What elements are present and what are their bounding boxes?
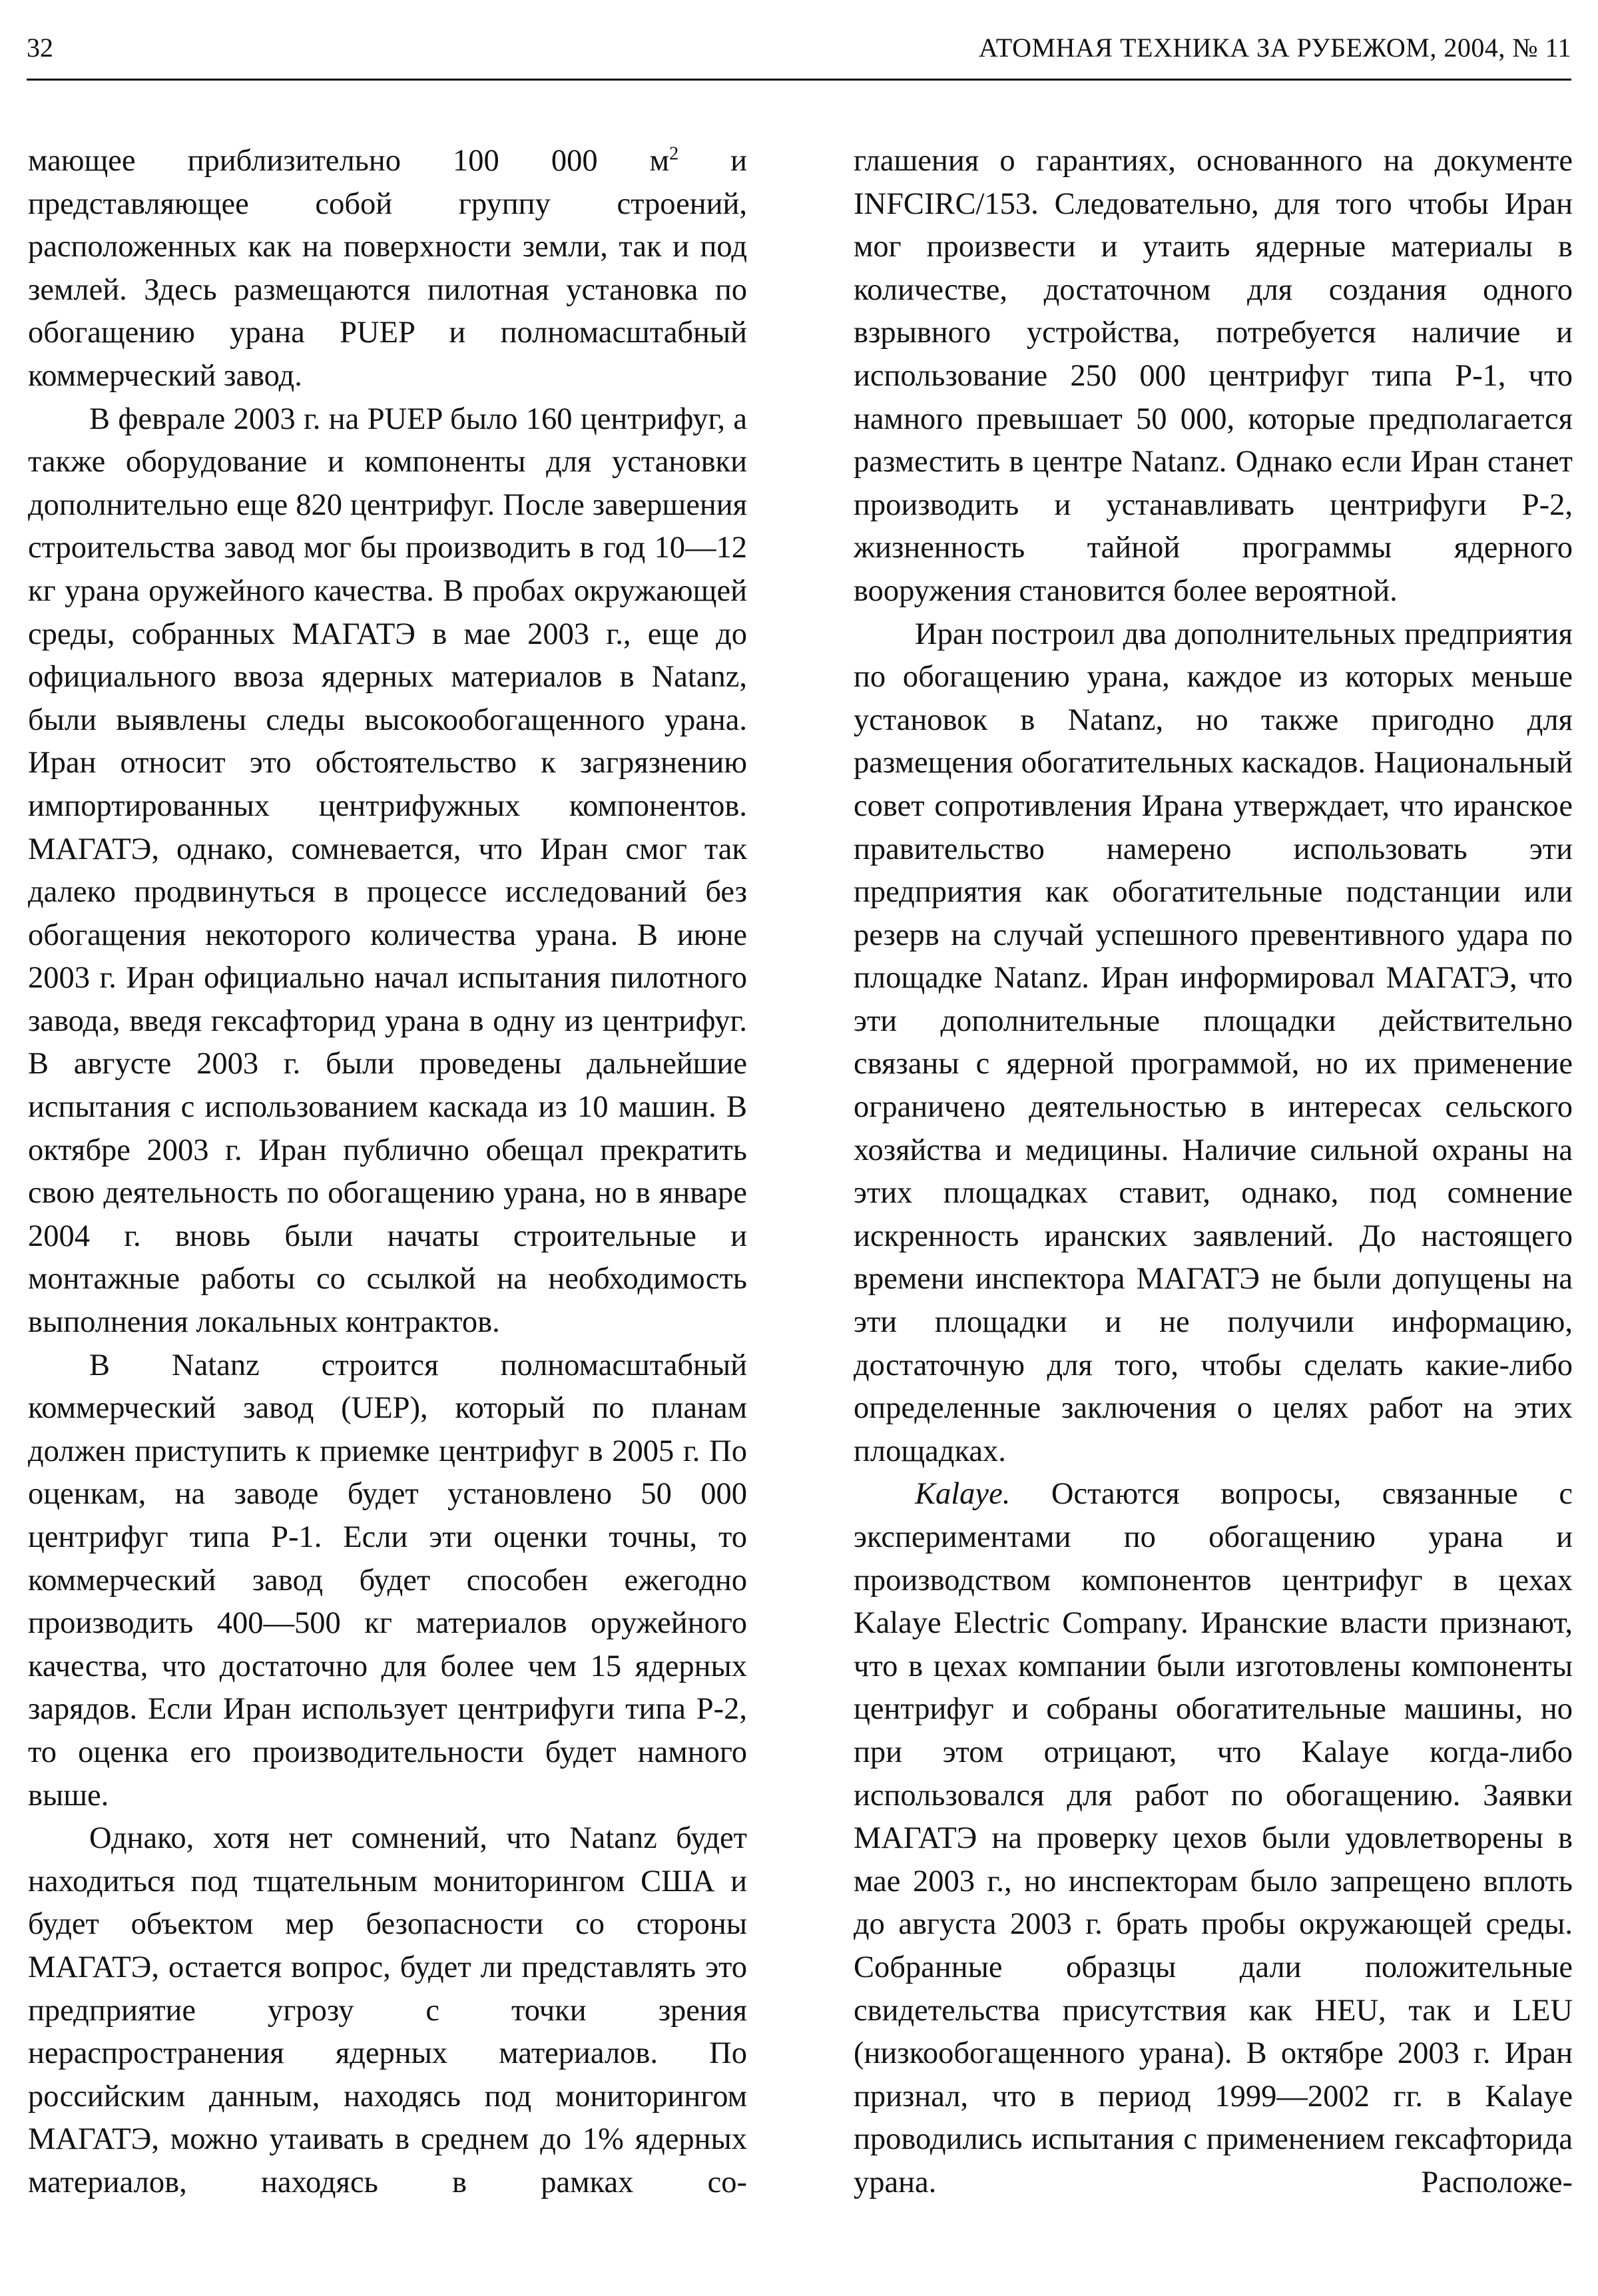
superscript: 2: [669, 143, 679, 164]
right-column: [854, 140, 1573, 2205]
paragraph: [28, 140, 747, 398]
paragraph: [854, 1473, 1573, 2204]
journal-title: АТОМНАЯ ТЕХНИКА ЗА РУБЕЖОМ, 2004, № 11: [978, 33, 1571, 63]
paragraph: В Natanz строится полномасштабный коммерческий завод (UEP), который по планам должен приступить к приемке центрифуг в 2005 г. По оценкам, на заводе будет установлено 50 000 центрифуг типа P-1. Если эти оценки точны, то коммерческий завод будет способен ежегодно производить 400—500 кг материалов оружейного качества, что достаточно для более чем 15 ядерных зарядов. Если Иран использует центрифуги типа P-2, то оценка его производительности будет намного выше.: [28, 1348, 747, 1813]
text: мающее приблизительно 100 000 м: [28, 144, 670, 178]
paragraph: Однако, хотя нет сомнений, что Natanz будет находиться под тщательным мониторингом США и будет объектом мер безопасности со стороны МАГАТЭ, остается вопрос, будет ли представлять это предприятие угрозу с точки зрения нераспространения ядерных материалов. По российским данным, находясь под мониторингом МАГАТЭ, можно утаивать в среднем до 1% ядерных материалов, находясь в рамках со-: [28, 1821, 747, 2199]
paragraph: глашения о гарантиях, основанного на документе INFCIRC/153. Следовательно, для того чтобы Иран мог произвести и утаить ядерные материалы в количестве, достаточном для создания одного взрывного устройства, потребуется наличие и использование 250 000 центрифуг типа P-1, что намного превышает 50 000, которые предполагается разместить в центре Natanz. Однако если Иран станет производить и устанавливать центрифуги P-2, жизненность тайной программы ядерного вооружения становится более вероятной.: [854, 144, 1573, 608]
page-number: 32: [27, 33, 53, 63]
paragraph: Иран построил два дополнительных предприятия по обогащению урана, каждое из которых меньше установок в Natanz, но также пригодно для размещения обогатительных каскадов. Национальный совет сопротивления Ирана утверждает, что иранское правительство намерено использовать эти предприятия как обогатительные подстанции или резерв на случай успешного превентивного удара по площадке Natanz. Иран информировал МАГАТЭ, что эти дополнительные площадки действительно связаны с ядерной программой, но их применение ограничено деятельностью в интересах сельского хозяйства и медицины. Наличие сильной охраны на этих площадках ставит, однако, под сомнение искренность иранских заявлений. До настоящего времени инспектора МАГАТЭ не были допущены на эти площадки и не получили информацию, достаточную для того, чтобы сделать какие-либо определенные заключения о целях работ на этих площадках.: [854, 617, 1573, 1468]
left-column: [28, 140, 747, 2205]
text: Остаются вопросы, связанные с экспериментами по обогащению урана и производством компонентов центрифуг в цехах Kalaye Electric Company. Иранские власти признают, что в цехах компании были изготовлены компоненты центрифуг и собраны обогатительные машины, но при этом отрицают, что Kalaye когда-либо использовался для работ по обогащению. Заявки МАГАТЭ на проверку цехов были удовлетворены в мае 2003 г., но инспекторам было запрещено вплоть до августа 2003 г. брать пробы окружающей среды. Собранные образцы дали положительные свидетельства присутствия как HEU, так и LEU (низкообогащенного урана). В октябре 2003 г. Иран признал, что в период 1999—2002 гг. в Kalaye проводились испытания с применением гексафторида урана. Расположе-: [854, 1477, 1573, 2199]
paragraph: В феврале 2003 г. на PUEP было 160 центрифуг, а также оборудование и компоненты для установки дополнительно еще 820 центрифуг. После завершения строительства завод мог бы производить в год 10—12 кг урана оружейного качества. В пробах окружающей среды, собранных МАГАТЭ в мае 2003 г., еще до официального ввоза ядерных материалов в Natanz, были выявлены следы высокообогащенного урана. Иран относит это обстоятельство к загрязнению импортированных центрифужных компонентов. МАГАТЭ, однако, сомневается, что Иран смог так далеко продвинуться в процессе исследований без обогащения некоторого количества урана. В июне 2003 г. Иран официально начал испытания пилотного завода, введя гексафторид урана в одну из центрифуг. В августе 2003 г. были проведены дальнейшие испытания с использованием каскада из 10 машин. В октябре 2003 г. Иран публично обещал прекратить свою деятельность по обогащению урана, но в январе 2004 г. вновь были начаты строительные и монтажные работы со ссылкой на необходимость выполнения локальных контрактов.: [28, 402, 747, 1340]
running-header: [27, 32, 1571, 72]
section-lead: Kalaye.: [915, 1477, 1011, 1512]
text: и представляющее собой группу строений, расположенных как на поверхности земли, так и под землей. Здесь размещаются пилотная установка по обогащению урана PUEP и полномасштабный коммерческий завод.: [28, 144, 747, 393]
header-rule: [27, 79, 1571, 81]
